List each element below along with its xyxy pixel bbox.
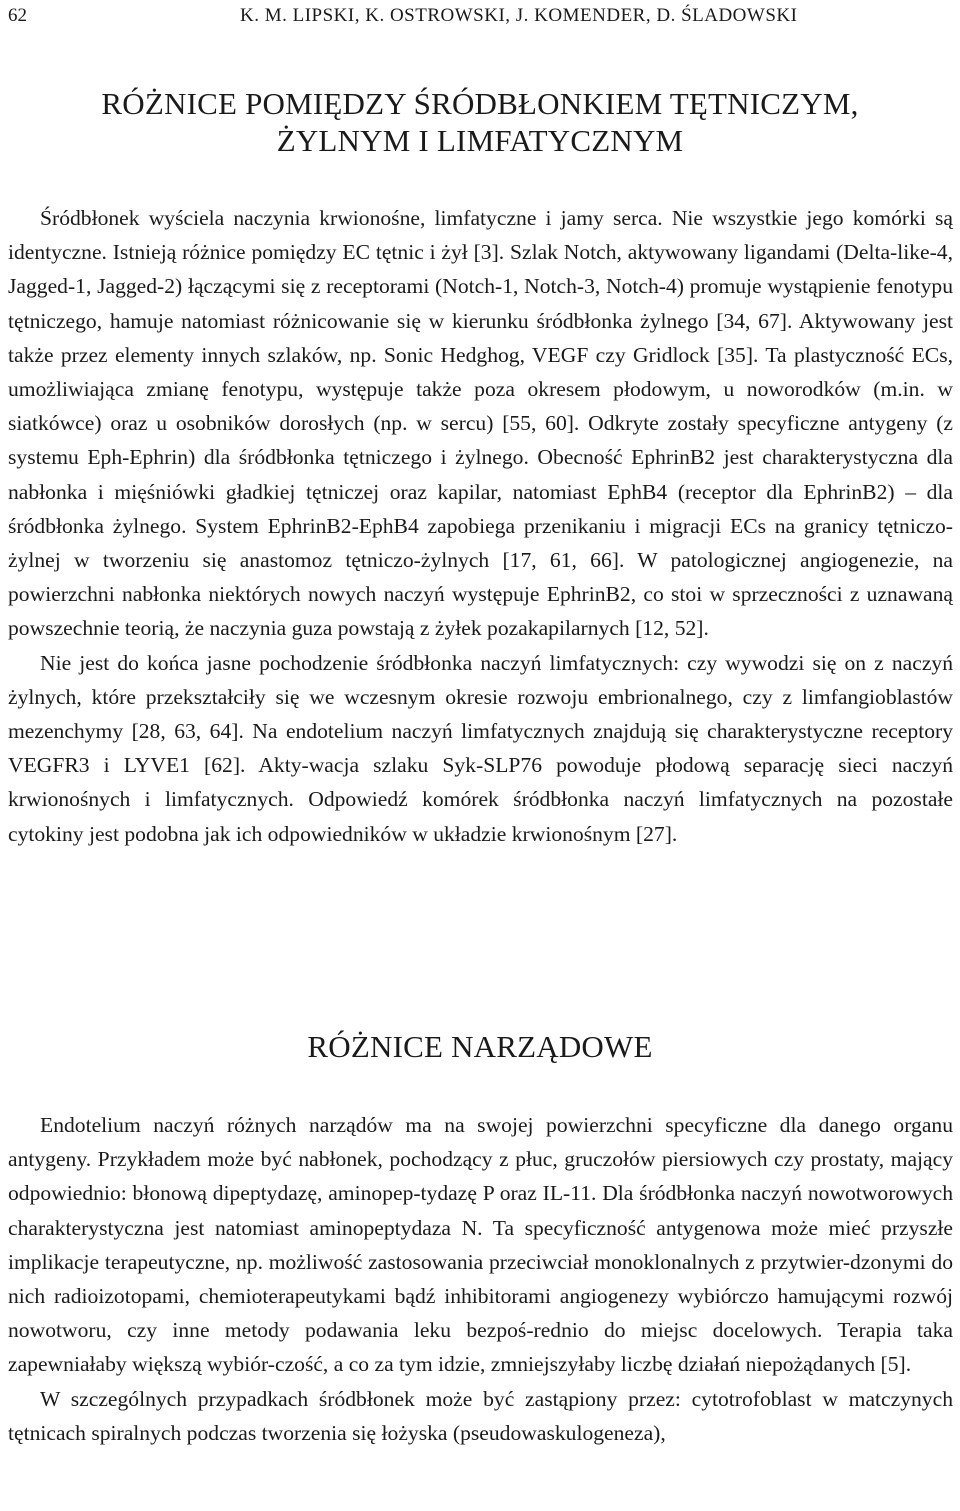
section-body-organ-differences <box>8 1108 953 1450</box>
section-title-differences-ec <box>0 85 960 159</box>
section-title-line-2: ŻYLNYM I LIMFATYCZNYM <box>276 123 684 158</box>
running-head-authors: K. M. LIPSKI, K. OSTROWSKI, J. KOMENDER, D. ŚLADOWSKI <box>240 5 798 26</box>
paragraph: W szczególnych przypadkach śródbłonek może być zastąpiony przez: cytotrofoblast w matczynych tętnicach spiralnych podczas tworzenia się łożyska (pseudowaskulogeneza), <box>8 1386 953 1445</box>
paragraph: Śródbłonek wyściela naczynia krwionośne, limfatyczne i jamy serca. Nie wszystkie jego komórki są identyczne. Istnieją różnice pomiędzy EC tętnic i żył [3]. Szlak Notch, aktywowany ligandami (Delta-like-4, Jagged-1, Jagged-2) łączącymi się z receptorami (Notch-1, Notch-3, Notch-4) promuje wystąpienie fenotypu tętniczego, hamuje natomiast różnicowanie się w kierunku śródbłonka żylnego [34, 67]. Aktywowany jest także przez elementy innych szlaków, np. Sonic Hedghog, VEGF czy Gridlock [35]. Ta plastyczność ECs, umożliwiająca zmianę fenotypu, występuje także poza okresem płodowym, u noworodków (m.in. w siatkówce) oraz u osobników dorosłych (np. w sercu) [55, 60]. Odkryte zostały specyficzne antygeny (z systemu Eph-Ephrin) dla śródbłonka tętniczego i żylnego. Obecność EphrinB2 jest charakterystyczna dla nabłonka i mięśniówki gładkiej tętniczej oraz kapilar, natomiast EphB4 (receptor dla EphrinB2) – dla śródbłonka żylnego. System EphrinB2-EphB4 zapobiega przenikaniu i migracji ECs na granicy tętniczo-żylnej w tworzeniu się anastomoz tętniczo-żylnych [17, 61, 66]. W patologicznej angiogenezie, na powierzchni nabłonka niektórych nowych naczyń występuje EphrinB2, co stoi w sprzeczności z uznawaną powszechnie teorią, że naczynia guza powstają z żyłek pozakapilarnych [12, 52]. <box>8 206 953 641</box>
paragraph: Nie jest do końca jasne pochodzenie śródbłonka naczyń limfatycznych: czy wywodzi się on z naczyń żylnych, które przekształciły się we wczesnym okresie rozwoju embrionalnego, czy z limfangioblastów mezenchymy [28, 63, 64]. Na endotelium naczyń limfatycznych znajdują się charakterystyczne receptory VEGFR3 i LYVE1 [62]. Akty-wacja szlaku Syk-SLP76 powoduje płodową separację sieci naczyń krwionośnych i limfatycznych. Odpowiedź komórek śródbłonka naczyń limfatycznych na pozostałe cytokiny jest podobna jak ich odpowiedników w układzie krwionośnym [27]. <box>8 650 953 846</box>
running-head <box>8 2 948 30</box>
paragraph: Endotelium naczyń różnych narządów ma na swojej powierzchni specyficzne dla danego organu antygeny. Przykładem może być nabłonek, pochodzący z płuc, gruczołów piersiowych czy prostaty, mający odpowiednio: błonową dipeptydazę, aminopep-tydazę P oraz IL-11. Dla śródbłonka naczyń nowotworowych charakterystyczna jest natomiast aminopeptydaza N. Ta specyficzność antygenowa może mieć przyszłe implikacje terapeutyczne, np. możliwość zastosowania przeciwciał monoklonalnych z przytwier-dzonymi do nich radioizotopami, chemioterapeutykami bądź inhibitorami angiogenezy wybiórczo hamującymi rozwój nowotworu, czy inne metody podawania leku bezpoś-rednio do miejsc docelowych. Terapia taka zapewniałaby większą wybiór-czość, a co za tym idzie, zmniejszyłaby liczbę działań niepożądanych [5]. <box>8 1113 953 1377</box>
section-body-differences-ec <box>8 201 953 851</box>
page-number: 62 <box>8 5 27 26</box>
section-title-line-1: RÓŻNICE POMIĘDZY ŚRÓDBŁONKIEM TĘTNICZYM, <box>101 86 859 121</box>
section-title-organ-differences: RÓŻNICE NARZĄDOWE <box>307 1029 653 1064</box>
